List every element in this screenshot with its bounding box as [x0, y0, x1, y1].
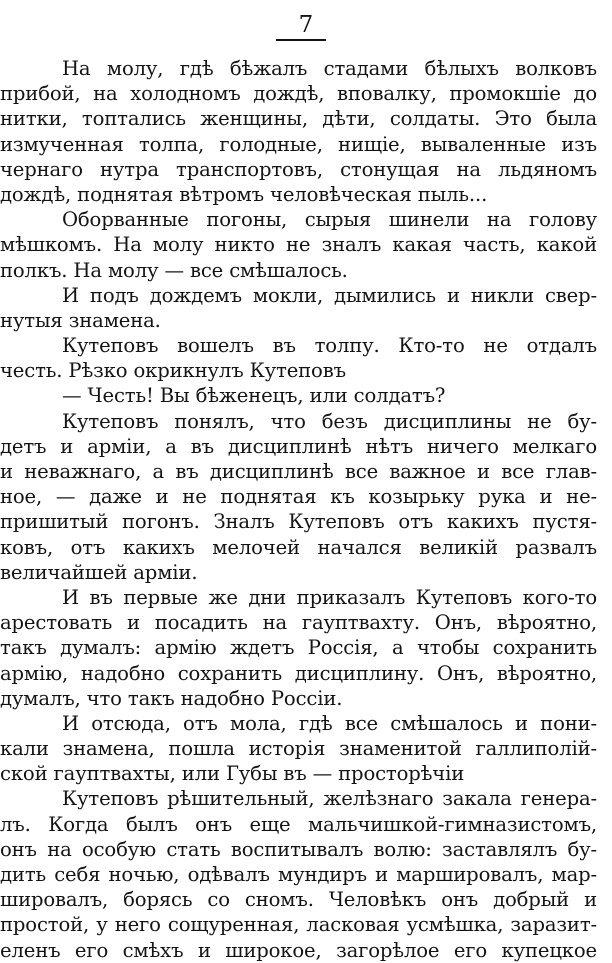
text-line: лъ. Когда былъ онъ еще мальчишкой-гимназистомъ,: [0, 812, 597, 836]
text-line: ковъ, отъ какихъ мелочей начался великiй развалъ: [0, 535, 597, 559]
text-line: величайшей армiи.: [0, 560, 198, 584]
text-line: прибой, на холодномъ дождѣ, вповалку, промокшiе до: [0, 82, 597, 106]
text-line: шировалъ, борясь со сномъ. Человѣкъ онъ добрый и: [0, 888, 597, 912]
text-line: Оборванные погоны, сырыя шинели на голову: [62, 208, 597, 232]
text-line: мѣшкомъ. На молу никто не зналъ какая часть, какой: [0, 233, 597, 257]
body-text: [0, 56, 597, 963]
text-line: арестовать и посадить на гауптвахту. Онъ, вѣроятно,: [0, 611, 597, 635]
text-line: — Честь! Вы бѣженецъ, или солдатъ?: [62, 384, 446, 408]
text-line: ской гауптвахты, или Губы въ — просторѣчiи: [0, 762, 465, 786]
text-line: пришитый погонъ. Зналъ Кутеповъ отъ какихъ пустя-: [0, 510, 597, 534]
text-line: простой, у него сощуренная, ласковая усмѣшка, заразит-: [0, 913, 597, 937]
text-line: Кутеповъ понялъ, что безъ дисциплины не бу-: [62, 409, 597, 433]
text-line: измученная толпа, голодные, нищiе, вываленные изъ: [0, 132, 597, 156]
text-line: нитки, топтались женщины, дѣти, солдаты. Это была: [0, 107, 597, 131]
page-number: 7: [298, 12, 314, 38]
text-line: И отсюда, отъ мола, гдѣ все смѣшалось и пони-: [62, 711, 597, 735]
text-line: дождѣ, поднятая вѣтромъ человѣческая пыль...: [0, 182, 488, 206]
text-line: Кутеповъ рѣшительный, желѣзнаго закала генера-: [62, 787, 597, 811]
text-line: армiю, надобно сохранить дисциплину. Онъ, вѣроятно,: [0, 661, 597, 685]
text-line: кали знамена, пошла исторiя знаменитой галлиполiй-: [0, 737, 597, 761]
text-line: честь. Рѣзко окрикнулъ Кутеповъ: [0, 359, 346, 383]
text-line: И въ первые же дни приказалъ Кутеповъ кого-то: [62, 585, 597, 609]
text-line: На молу, гдѣ бѣжалъ стадами бѣлыхъ волковъ: [62, 57, 597, 80]
header-rule: [276, 39, 326, 41]
text-line: Кутеповъ вошелъ въ толпу. Кто-то не отдалъ: [62, 334, 597, 358]
text-line: ное, — даже и не поднятая къ козырьку рука и не-: [0, 485, 597, 509]
text-line: онъ на особую стать воспитывалъ волю: заставлялъ бу-: [0, 837, 597, 861]
text-line: дить себя ночью, одѣвалъ мундиръ и маршировалъ, мар-: [0, 863, 597, 886]
text-line: нутыя знамена.: [0, 308, 161, 332]
text-line: такъ думалъ: армiю ждетъ Россiя, а чтобы сохранить: [0, 636, 597, 660]
text-line: думалъ, что такъ надобно Россiи.: [0, 686, 343, 710]
text-line: чернаго нутра транспортовъ, стонущая на льдяномъ: [0, 157, 597, 181]
text-line: детъ и армiи, а въ дисциплинѣ нѣтъ ничего мелкаго: [0, 434, 597, 458]
text-line: еленъ его смѣхъ и широкое, загорѣлое его купецкое: [0, 938, 597, 962]
text-line: полкъ. На молу — все смѣшалось.: [0, 258, 348, 282]
text-line: и неважнаго, а въ дисциплинѣ все важное и все глав-: [0, 460, 597, 483]
text-line: И подъ дождемъ мокли, дымились и никли свер-: [62, 283, 597, 307]
